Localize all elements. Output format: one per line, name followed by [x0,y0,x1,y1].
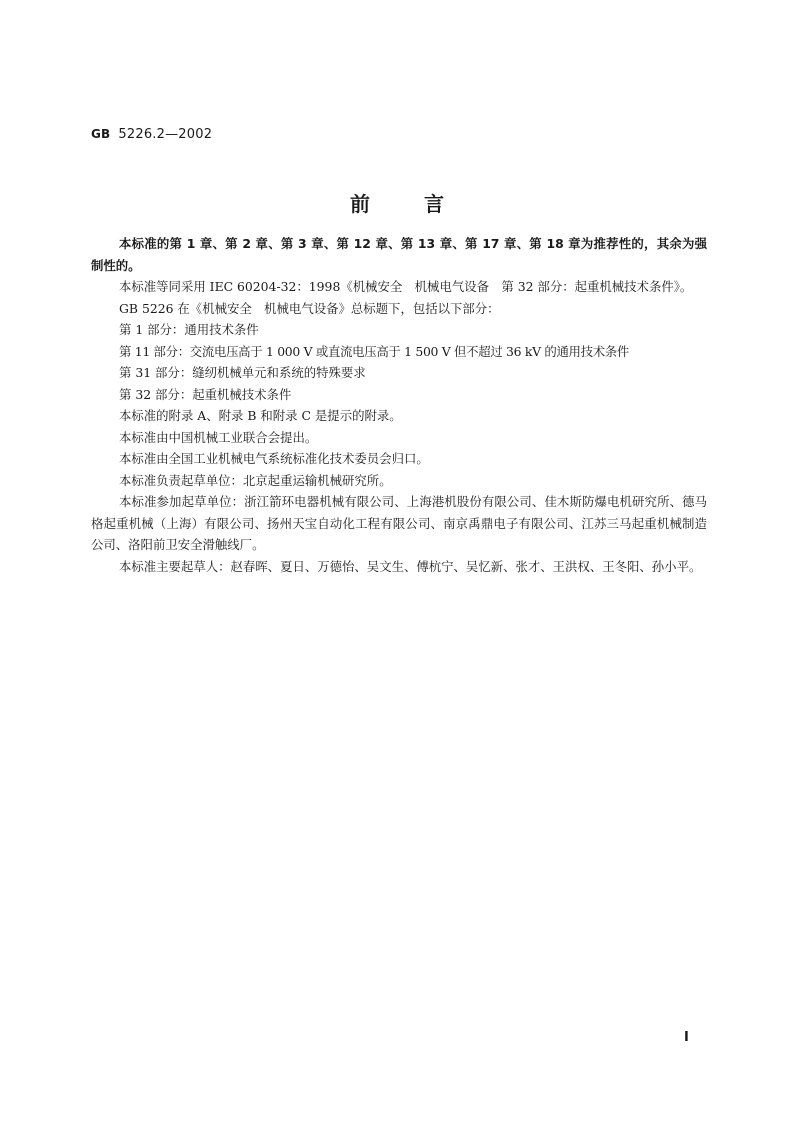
paragraph-part-11: 第 11 部分：交流电压高于 1 000 V 或直流电压高于 1 500 V 但不超过 36 kV 的通用技术条件 [119,343,629,359]
standard-number: 5226.2—2002 [118,127,213,142]
paragraph-administered-by: 本标准由全国工业机械电气系统标准化技术委员会归口。 [119,451,429,466]
page-title: 前言 [350,192,498,216]
paragraph-adoption: 本标准等同采用 IEC 60204-32：1998《机械安全 机械电气设备 第 32 部分：起重机械技术条件》。 [119,279,693,294]
foreword-body [91,233,707,577]
paragraph-annexes: 本标准的附录 A、附录 B 和附录 C 是提示的附录。 [119,408,402,423]
paragraph-part-1: 第 1 部分：通用技术条件 [119,322,259,337]
paragraph-proposed-by: 本标准由中国机械工业联合会提出。 [119,429,318,445]
paragraph-drafters: 本标准主要起草人：赵春晖、夏日、万德怡、吴文生、傅杭宁、吴忆新、张才、王洪权、王冬阳、孙小平。 [119,558,702,574]
paragraph-drafting-unit: 本标准负责起草单位：北京起重运输机械研究所。 [119,472,392,488]
document-header [91,127,212,142]
paragraph-part-32: 第 32 部分：起重机械技术条件 [119,386,292,402]
paragraph-part-31: 第 31 部分：缝纫机械单元和系统的特殊要求 [119,365,366,380]
paragraph-series: GB 5226 在《机械安全 机械电气设备》总标题下，包括以下部分： [119,300,500,316]
standard-code: GB [91,127,111,141]
page-number: I [684,1030,689,1045]
paragraph-mandatory-clause: 本标准的第 1 章、第 2 章、第 3 章、第 12 章、第 13 章、第 17 章、第 18 章为推荐性的，其余为强制性的。 [91,236,707,273]
paragraph-participating-units: 本标准参加起草单位：浙江箭环电器机械有限公司、上海港机股份有限公司、佳木斯防爆电机研究所、德马格起重机械（上海）有限公司、扬州天宝自动化工程有限公司、南京禹鼎电子有限公司、江苏三马起重机械制造公司、洛阳前卫安全滑触线厂。 [91,494,707,552]
